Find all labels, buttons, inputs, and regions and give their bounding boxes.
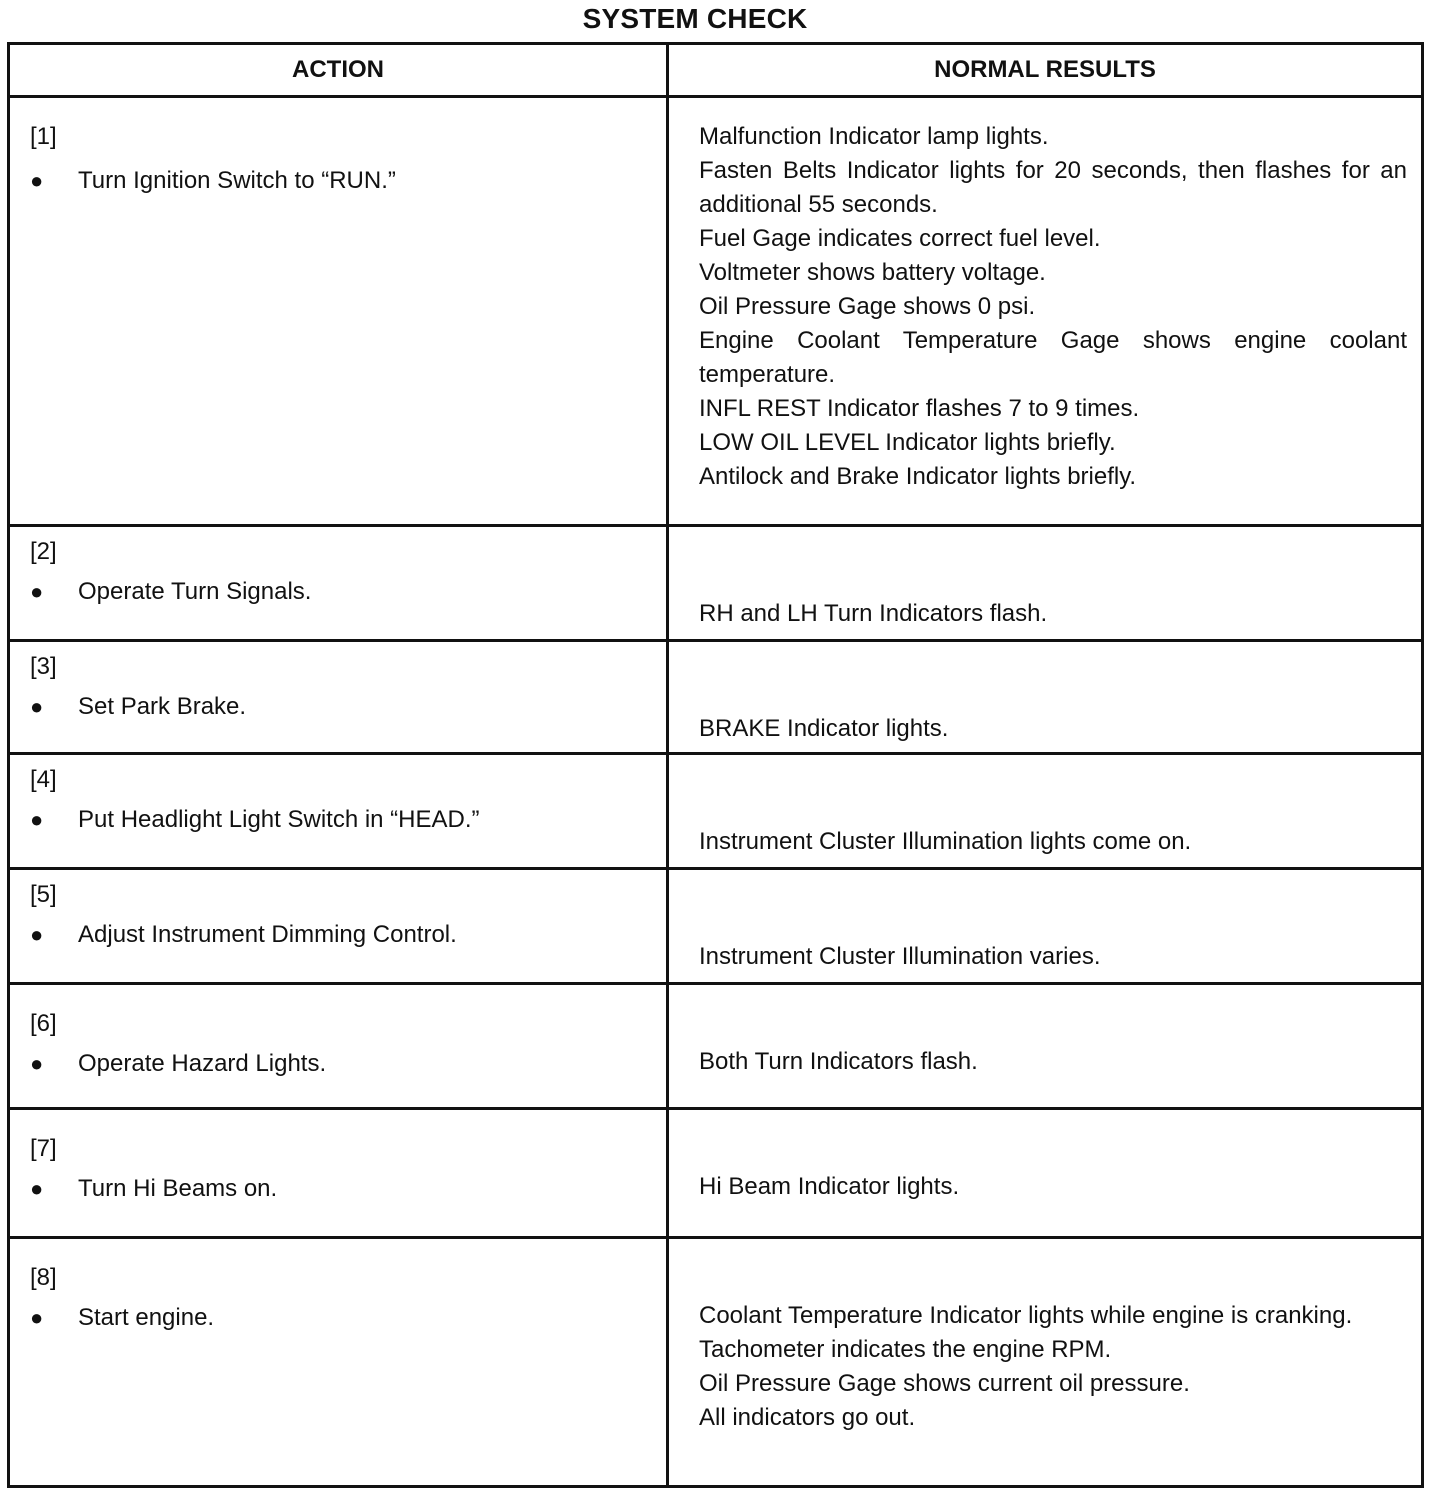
result-line: Instrument Cluster Illumination varies. bbox=[699, 943, 1101, 970]
action-cell bbox=[9, 1109, 668, 1238]
action-text: Adjust Instrument Dimming Control. bbox=[78, 921, 457, 948]
step-number: [4] bbox=[30, 766, 57, 793]
result-cell bbox=[668, 984, 1423, 1109]
result-cell bbox=[668, 1109, 1423, 1238]
action-text: Put Headlight Light Switch in “HEAD.” bbox=[78, 806, 480, 833]
page-title: SYSTEM CHECK bbox=[582, 3, 808, 34]
result-line: Fuel Gage indicates correct fuel level. bbox=[699, 225, 1101, 252]
bullet-icon: ● bbox=[30, 694, 44, 719]
action-cell bbox=[9, 97, 668, 526]
action-item bbox=[30, 164, 666, 198]
action-cell bbox=[9, 641, 668, 754]
table-header-row bbox=[9, 44, 1423, 97]
result-line: Hi Beam Indicator lights. bbox=[699, 1173, 960, 1200]
table-row bbox=[9, 1238, 1423, 1487]
action-item bbox=[30, 803, 666, 837]
table-row bbox=[9, 641, 1423, 754]
step-number: [8] bbox=[30, 1264, 57, 1291]
table-row bbox=[9, 754, 1423, 869]
action-text: Operate Turn Signals. bbox=[78, 578, 312, 605]
action-cell bbox=[9, 526, 668, 641]
bullet-icon: ● bbox=[30, 1051, 44, 1076]
action-cell bbox=[9, 1238, 668, 1487]
step-number: [6] bbox=[30, 1010, 57, 1037]
result-line: Voltmeter shows battery voltage. bbox=[699, 259, 1046, 286]
action-cell bbox=[9, 754, 668, 869]
result-line: Coolant Temperature Indicator lights while engine is cranking. bbox=[699, 1302, 1353, 1329]
result-line: Engine Coolant Temperature Gage shows engine coolant temperature. bbox=[699, 327, 1407, 388]
result-line: Malfunction Indicator lamp lights. bbox=[699, 123, 1049, 150]
step-number: [2] bbox=[30, 538, 57, 565]
action-cell bbox=[9, 869, 668, 984]
action-item bbox=[30, 690, 666, 724]
bullet-icon: ● bbox=[30, 922, 44, 947]
action-text: Operate Hazard Lights. bbox=[78, 1050, 327, 1077]
result-cell bbox=[668, 641, 1423, 754]
step-number: [3] bbox=[30, 653, 57, 680]
result-cell bbox=[668, 869, 1423, 984]
result-cell bbox=[668, 754, 1423, 869]
action-text: Turn Ignition Switch to “RUN.” bbox=[78, 167, 396, 194]
result-line: Tachometer indicates the engine RPM. bbox=[699, 1336, 1112, 1363]
action-item bbox=[30, 1172, 666, 1206]
action-item bbox=[30, 1301, 666, 1335]
result-line: INFL REST Indicator flashes 7 to 9 times. bbox=[699, 395, 1140, 422]
bullet-icon: ● bbox=[30, 807, 44, 832]
action-cell bbox=[9, 984, 668, 1109]
action-text: Start engine. bbox=[78, 1304, 215, 1331]
table-row bbox=[9, 97, 1423, 526]
result-line: All indicators go out. bbox=[699, 1404, 916, 1431]
table-row bbox=[9, 526, 1423, 641]
normal-results-column-header: NORMAL RESULTS bbox=[668, 44, 1423, 97]
step-number: [7] bbox=[30, 1135, 57, 1162]
result-cell bbox=[668, 97, 1423, 526]
bullet-icon: ● bbox=[30, 1305, 44, 1330]
action-text: Turn Hi Beams on. bbox=[78, 1175, 278, 1202]
result-line: Oil Pressure Gage shows current oil pressure. bbox=[699, 1370, 1190, 1397]
result-line: Antilock and Brake Indicator lights briefly. bbox=[699, 463, 1137, 490]
action-item bbox=[30, 575, 666, 609]
table-row bbox=[9, 1109, 1423, 1238]
system-check-table bbox=[7, 42, 1424, 1488]
bullet-icon: ● bbox=[30, 1176, 44, 1201]
result-line: RH and LH Turn Indicators flash. bbox=[699, 600, 1048, 627]
result-cell bbox=[668, 526, 1423, 641]
table-row bbox=[9, 869, 1423, 984]
result-line: Both Turn Indicators flash. bbox=[699, 1048, 978, 1075]
result-cell bbox=[668, 1238, 1423, 1487]
result-line: BRAKE Indicator lights. bbox=[699, 715, 949, 742]
result-line: Instrument Cluster Illumination lights come on. bbox=[699, 828, 1192, 855]
bullet-icon: ● bbox=[30, 168, 44, 193]
result-line: Oil Pressure Gage shows 0 psi. bbox=[699, 293, 1036, 320]
action-item bbox=[30, 1047, 666, 1081]
action-column-header: ACTION bbox=[9, 44, 668, 97]
action-item bbox=[30, 918, 666, 952]
step-number: [1] bbox=[30, 123, 57, 150]
bullet-icon: ● bbox=[30, 579, 44, 604]
result-line: LOW OIL LEVEL Indicator lights briefly. bbox=[699, 429, 1116, 456]
table-row bbox=[9, 984, 1423, 1109]
result-line: Fasten Belts Indicator lights for 20 seconds, then flashes for an additional 55 seconds. bbox=[699, 157, 1407, 218]
action-text: Set Park Brake. bbox=[78, 693, 247, 720]
step-number: [5] bbox=[30, 881, 57, 908]
